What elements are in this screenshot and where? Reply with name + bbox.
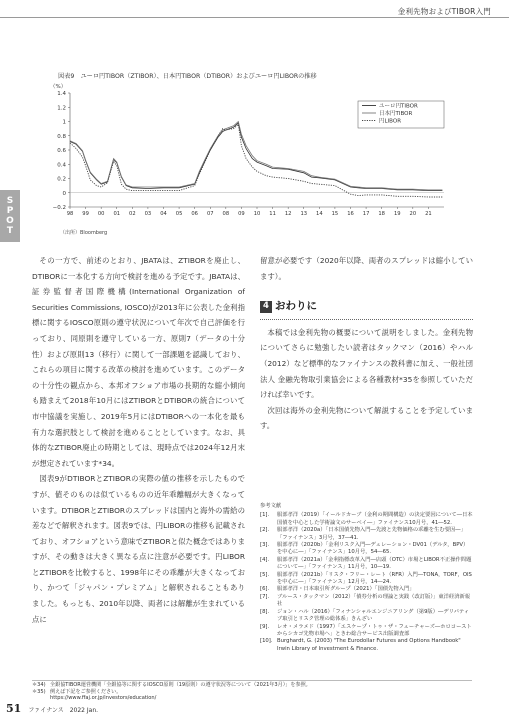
footnote xyxy=(32,689,472,696)
page-number: 51 xyxy=(6,702,22,715)
body-paragraph-continued: 留意が必要です（2020年以降、両者のスプレッドは縮小しています）。 xyxy=(260,256,473,281)
spot-side-tab-label: SPOT xyxy=(5,196,15,236)
reference-number: [1]. xyxy=(260,512,270,519)
y-tick-label: 0.6 xyxy=(57,148,66,154)
y-tick-label: 1 xyxy=(62,119,66,126)
section-divider xyxy=(260,319,473,320)
series-line-1 xyxy=(70,123,442,191)
reference-item xyxy=(260,594,473,609)
x-tick-label: 03 xyxy=(144,211,152,217)
x-tick-label: 09 xyxy=(238,211,245,217)
y-tick-label: 0.4 xyxy=(57,162,66,169)
x-tick-label: 16 xyxy=(347,211,354,217)
body-paragraph: 図表9がDTIBORとZTIBORの実際の値の推移を示したものですが、値そのものは似ているものの近年乖離幅が大きくなっています。DTIBORとZTIBORのスプレッドは国内と海外の需給の差などで解釈されます。図表9では、円LIBORの推移も記載されており、オフショアという意味でZTIBORと似た概念ではありますが、その動きは大きく異なる点に注意が必要です。円LIBORとZTIBORを比較すると、1998年にその乖離が大きくなっており、かつて「ジャパン・プレミアム」と解釈されることもありました。もっとも、2010年以降、両者には解離が生まれている点に xyxy=(32,474,245,624)
x-tick-label: 21 xyxy=(425,211,432,217)
figure-title: 図表9 ユーロ円TIBOR（ZTIBOR）、日本円TIBOR（DTIBOR）およびユーロ円LIBORの推移 xyxy=(58,73,317,80)
y-tick-label: 0 xyxy=(62,190,66,197)
reference-number: [9]. xyxy=(260,623,270,630)
x-tick-label: 18 xyxy=(378,211,385,217)
reference-item xyxy=(260,542,473,557)
footnote-url[interactable]: https://www.ffaj.or.jp/investors/education/ xyxy=(50,695,157,702)
reference-text: ブルース・タックマン（2012）「債券分析の理論と実践（改訂版）」東洋経済新報社 xyxy=(277,593,471,608)
reference-item xyxy=(260,638,473,653)
footnote-divider xyxy=(32,680,472,681)
footnote xyxy=(32,695,472,702)
spot-side-tab xyxy=(0,190,20,242)
reference-item xyxy=(260,624,473,639)
section-number-badge: 4 xyxy=(260,301,272,313)
section-heading xyxy=(260,299,473,315)
legend-label: 円LIBOR xyxy=(379,118,402,125)
x-tick-label: 98 xyxy=(66,211,74,217)
reference-item xyxy=(260,557,473,572)
reference-text: 服部孝洋・日本取引所グループ（2021）「国債先物入門」 xyxy=(277,586,415,593)
y-tick-label: −0.2 xyxy=(52,205,66,211)
y-tick-label: 1.4 xyxy=(57,91,66,97)
x-tick-label: 04 xyxy=(160,211,167,217)
reference-number: [8]. xyxy=(260,608,270,615)
reference-text: Burghardt, G. (2003) "The Eurodollar Futures and Options Handbook" Irwin Library of Investment & Finance. xyxy=(277,638,461,652)
series-line-2 xyxy=(70,122,442,190)
reference-number: [7]. xyxy=(260,593,270,600)
y-tick-label: 0.8 xyxy=(57,133,66,140)
references-list xyxy=(260,503,473,653)
x-tick-label: 00 xyxy=(97,211,105,217)
x-tick-label: 19 xyxy=(393,211,401,217)
footnote-number: ＊34) xyxy=(32,682,46,688)
reference-text: 服部孝洋（2020b）「金利リスク入門―デュレーション・DV01（デルタ，BPV）を中心に―」「ファイナンス」10月号，54―65. xyxy=(277,542,469,556)
x-tick-label: 99 xyxy=(82,211,89,217)
x-tick-label: 17 xyxy=(362,211,370,217)
footnote-number: ＊35) xyxy=(32,688,46,695)
reference-number: [5]. xyxy=(260,571,270,578)
x-tick-label: 20 xyxy=(409,211,417,217)
y-tick-label: 1.2 xyxy=(57,105,66,112)
reference-number: [6]. xyxy=(260,586,270,593)
reference-text: レオ・メラメド（1997）「エスケープ・トゥ・ザ・フューチャーズ―ホロコーストからシカゴ先物市場へ」ときわ総合サービス出版調査部 xyxy=(277,623,472,637)
reference-item xyxy=(260,572,473,587)
reference-number: [10]. xyxy=(260,638,273,645)
x-tick-label: 15 xyxy=(331,211,339,217)
body-paragraph: その一方で、前述のとおり、JBATAは、ZTIBORを廃止し、DTIBORに一本化する方向で検討を進める予定です。JBATAは、証券監督者国際機構(International Organization of Securities Commissions, IOSCO)が2013年に公表した金利指標に関するIOSCO原則の遵守状況について年次で自己評価を行っており、同原則を遵守している一方、原則7（データの十分性）および原則13（移行）に関して一部課題を認識しており、これらの項目に関する改革の検討を進めています。このデータの十分性の観点から、本邦オフショア市場の長期的な縮小傾向も踏まえて2018年10月にはZTIBORとDTIBORの統合について市中協議を実施し、2019年5月にはDTIBORへの一本化を最も有力な選択肢として検討を進めることとしています。なお、具体的なZTIBOR廃止の時期としては、現時点では2024年12月末が想定されています*34。 xyxy=(32,256,245,468)
left-text-column xyxy=(32,253,245,627)
references-title: 参考文献 xyxy=(260,503,282,509)
x-tick-label: 06 xyxy=(191,211,198,217)
y-tick-label: 0.2 xyxy=(57,176,66,183)
x-tick-label: 11 xyxy=(269,211,276,217)
reference-item xyxy=(260,512,473,527)
footnote-text: 例えば下記をご参照ください。 xyxy=(50,688,122,695)
footnote-text: 全銀協TIBOR運営機関「全銀協等に関するIOSCO原則（19原則）の遵守状況等について（2021年3月）」を参照。 xyxy=(50,682,311,688)
x-tick-label: 01 xyxy=(113,211,121,217)
reference-text: 服部孝洋（2019）「イールドカーブ（金利の期間構造）の決定要因について―日本国債を中心とした学術論文のサーベイ―」ファイナンス10月号，41―52. xyxy=(277,512,473,526)
x-tick-label: 10 xyxy=(253,211,261,217)
x-tick-label: 14 xyxy=(316,211,323,217)
reference-number: [4]. xyxy=(260,556,270,563)
x-tick-label: 13 xyxy=(300,211,308,217)
reference-text: 服部孝洋（2021b）「リスク・フリー・レート（RFR）入門―TONA，TORF，OISを中心に―」「ファイナンス」12月号，14―24. xyxy=(277,571,472,586)
reference-text: 服部孝洋（2020a）「日本国債先物入門―先渡と先物価格の乖離を生む要因―」「ファイナンス」3月号，37―41. xyxy=(277,527,466,541)
body-paragraph: 次回は海外の金利先物について解説することを予定しています。 xyxy=(260,405,473,431)
header-rule xyxy=(0,17,509,18)
footnote xyxy=(32,682,472,689)
reference-text: 服部孝洋（2021a）「金利指標改革入門―店頭（OTC）市場とLIBOR不正操作問題について―」「ファイナンス」11月号，10―19. xyxy=(277,556,472,571)
x-tick-label: 12 xyxy=(284,211,292,217)
x-tick-label: 05 xyxy=(175,211,183,217)
legend-label: 日本円TIBOR xyxy=(379,111,413,117)
running-header-title: 金利先物およびTIBOR入門 xyxy=(397,7,491,16)
reference-item xyxy=(260,527,473,542)
x-tick-label: 07 xyxy=(206,211,214,217)
footnote-number xyxy=(32,695,50,702)
rate-history-chart xyxy=(44,79,469,229)
body-paragraph: 本稿では金利先物の概要について説明をしました。金利先物についてさらに勉強したい読者はタックマン（2016）やハル（2012）など標準的なファイナンスの教科書に加え、一般社団法人 金融先物取引業協会による各種教材*35を参照していただければ幸いです。 xyxy=(260,327,473,400)
x-tick-label: 02 xyxy=(129,211,136,217)
reference-number: [3]. xyxy=(260,542,270,549)
right-text-column xyxy=(260,253,473,434)
series-line-3 xyxy=(70,124,442,197)
reference-item xyxy=(260,609,473,624)
footnotes xyxy=(32,682,472,702)
page-footer xyxy=(6,702,98,715)
reference-item xyxy=(260,586,473,593)
figure-source: （出所）Bloomberg xyxy=(60,230,108,236)
publication-info: ファイナンス 2022 Jan. xyxy=(28,707,99,714)
section-title: おわりに xyxy=(275,300,317,313)
reference-number: [2]. xyxy=(260,527,270,534)
reference-text: ジョン・ハル（2016）「フィナンシャルエンジニアリング（第9版）―デリバティブ取引とリスク管理の総体系」きんざい xyxy=(277,608,470,623)
legend-label: ユーロ円TIBOR xyxy=(379,103,418,110)
y-axis-label: （%） xyxy=(50,84,67,90)
x-tick-label: 08 xyxy=(222,211,230,217)
